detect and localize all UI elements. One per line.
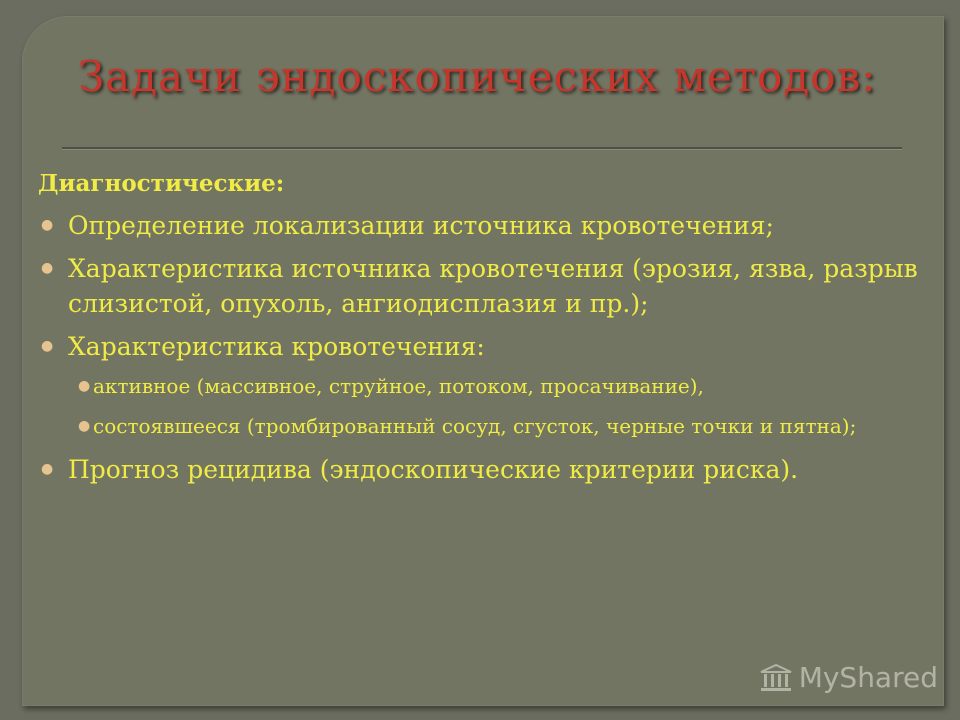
bullet-icon: ● xyxy=(41,461,54,477)
section-heading: Диагностические: xyxy=(38,170,285,197)
list-item-text: Характеристика кровотечения: xyxy=(68,332,485,361)
building-icon xyxy=(759,663,793,693)
sub-list-item-text: активное (массивное, струйное, потоком, просачивание), xyxy=(93,374,704,398)
bullet-icon: ● xyxy=(78,418,91,434)
watermark xyxy=(759,661,938,694)
slide-title: Задачи эндоскопических методов: xyxy=(78,52,877,101)
list-item-text: Определение локализации источника кровотечения; xyxy=(68,211,774,240)
list-item xyxy=(38,251,928,321)
list-item xyxy=(38,329,928,364)
list-item-text: Характеристика источника кровотечения (эрозия, язва, разрыв слизистой, опухоль, ангиодисплазия и пр.); xyxy=(68,254,918,318)
list-item-text: Прогноз рецидива (эндоскопические критерии риска). xyxy=(68,455,799,484)
watermark-text: MyShared xyxy=(798,661,938,694)
bullet-icon: ● xyxy=(41,260,54,276)
title-divider xyxy=(62,147,902,150)
sub-list-item xyxy=(38,372,928,400)
bullet-icon: ● xyxy=(78,378,91,394)
bullet-icon: ● xyxy=(41,338,54,354)
list-item xyxy=(38,208,928,243)
bullet-icon: ● xyxy=(41,217,54,233)
sub-list-item xyxy=(38,412,928,440)
sub-list-item-text: состоявшееся (тромбированный сосуд, сгусток, черные точки и пятна); xyxy=(93,414,857,438)
slide-body xyxy=(38,168,928,495)
list-item xyxy=(38,452,928,487)
